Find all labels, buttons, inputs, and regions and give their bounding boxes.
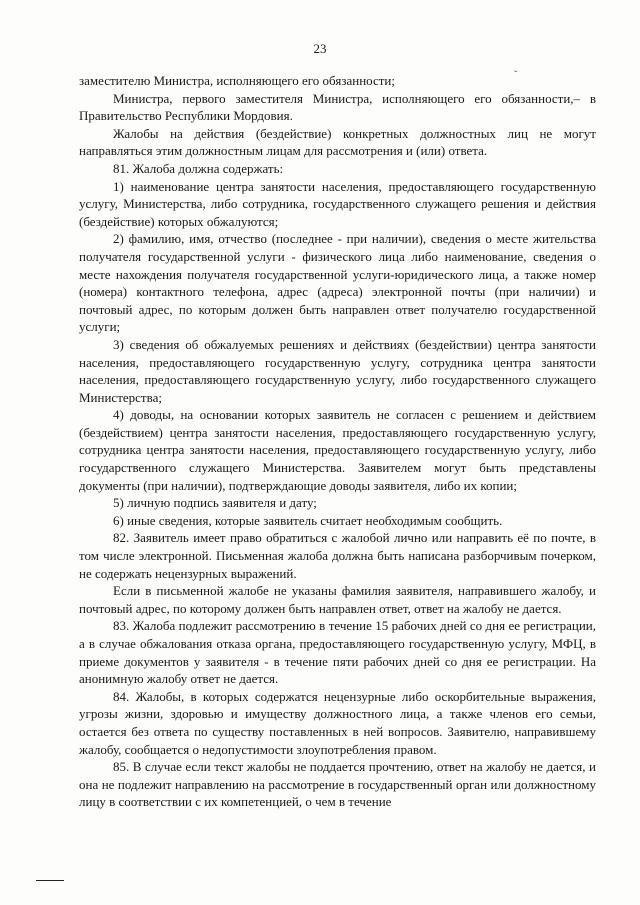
body-text bbox=[79, 72, 596, 811]
footer-rule bbox=[36, 880, 64, 881]
paragraph: заместителю Министра, исполняющего его обязанности; bbox=[79, 73, 395, 88]
stray-mark: ˇ bbox=[514, 70, 518, 81]
paragraph: 83. Жалоба подлежит рассмотрению в течение 15 рабочих дней со дня ее регистрации, а в случае обжалования отказа органа, предоставляющего государственную услугу, МФЦ, в приеме документов у заявителя - в течение пяти рабочих дней со дня ее регистрации. На анонимную жалобу ответ не дается. bbox=[79, 618, 596, 687]
paragraph: Если в письменной жалобе не указаны фамилия заявителя, направившего жалобу, и почтовый адрес, по которому должен быть направлен ответ, ответ на жалобу не дается. bbox=[79, 583, 596, 616]
paragraph: 2) фамилию, имя, отчество (последнее - при наличии), сведения о месте жительства получателя государственной услуги - физического лица либо наименование, сведения о месте нахождения получателя государственной услуги-юридического лица, а также номер (номера) контактного телефона, адрес (адреса) электронной почты (при наличии) и почтовый адрес, по которым должен быть направлен ответ получателю государственной услуги; bbox=[79, 231, 596, 335]
paragraph: 81. Жалоба должна содержать: bbox=[113, 160, 284, 176]
page-number: 23 bbox=[313, 41, 327, 56]
paragraph: Министра, первого заместителя Министра, исполняющего его обязанности,– в Правительство Республики Мордовия. bbox=[79, 90, 596, 124]
paragraph: 82. Заявитель имеет право обратиться с жалобой лично или направить её по почте, в том числе электронной. Письменная жалоба должна быть написана разборчивым почерком, не содержать нецензурных выражений. bbox=[79, 530, 596, 581]
paragraph: 85. В случае если текст жалобы не поддается прочтению, ответ на жалобу не дается, и она не подлежит направлению на рассмотрение в государственный орган или должностному лицу в соответствии с их компетенцией, о чем в течение bbox=[79, 759, 596, 810]
paragraph: 6) иные сведения, которые заявитель считает необходимым сообщить. bbox=[113, 512, 503, 528]
paragraph: 3) сведения об обжалуемых решениях и действиях (бездействии) центра занятости населения, предоставляющего государственную услугу, сотрудника центра занятости населения, предоставляющего государственную услугу, либо государственного служащего Министерства; bbox=[79, 336, 596, 405]
paragraph: 5) личную подпись заявителя и дату; bbox=[113, 495, 317, 511]
paragraph: Жалобы на действия (бездействие) конкретных должностных лиц не могут направляться этим должностным лицам для рассмотрения и (или) ответа. bbox=[79, 125, 596, 159]
paragraph: 4) доводы, на основании которых заявитель не согласен с решением и действием (бездействием) центра занятости населения, предоставляющего государственную услугу, сотрудника центра занятости населения, предоставляющего государственную услугу, либо государственного служащего Министерства. Заявителем могут быть представлены документы (при наличии), подтверждающие доводы заявителя, либо их копии; bbox=[79, 407, 596, 493]
paragraph: 84. Жалобы, в которых содержатся нецензурные либо оскорбительные выражения, угрозы жизни, здоровью и имуществу должностного лица, а также членов его семьи, остается без ответа по существу поставленных в ней вопросов. Заявителю, направившему жалобу, сообщается о недопустимости злоупотребления правом. bbox=[79, 688, 596, 757]
paragraph: 1) наименование центра занятости населения, предоставляющего государственную услугу, Министерства, либо сотрудника, государственного служащего решения и действия (бездействие) которых обжалуются; bbox=[79, 178, 596, 229]
